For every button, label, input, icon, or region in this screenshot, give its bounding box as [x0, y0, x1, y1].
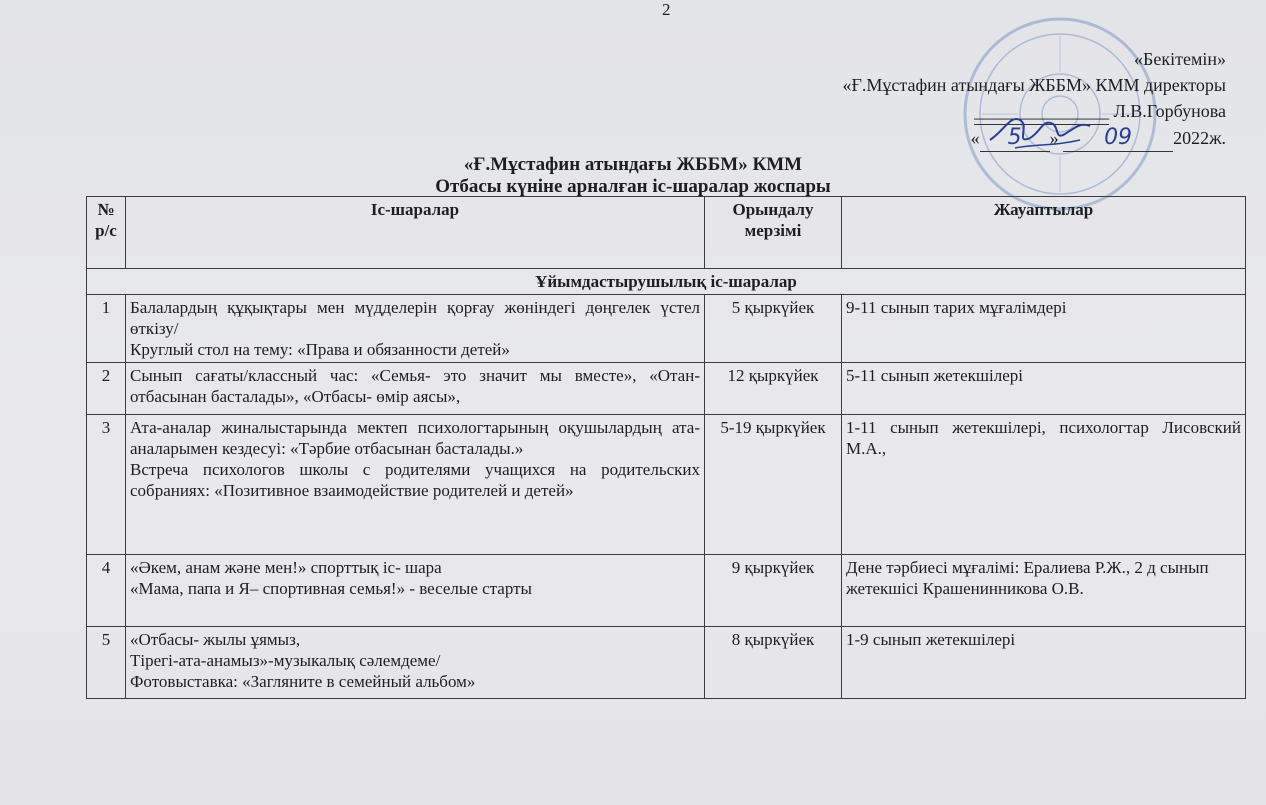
row-number: 1: [87, 295, 126, 363]
row-date: 8 қыркүйек: [705, 627, 842, 699]
table-row: [87, 363, 1246, 415]
row-responsible: 9-11 сынып тарих мұғалімдері: [842, 295, 1246, 363]
header-date: Орындалу мерзімі: [705, 197, 842, 269]
row-responsible: 5-11 сынып жетекшілері: [842, 363, 1246, 415]
date-quote-open: «: [970, 128, 980, 148]
section-title: Ұйымдастырушылық іс-шаралар: [87, 269, 1246, 295]
row-number: 2: [87, 363, 126, 415]
document-subtitle: Отбасы күніне арналған іс-шаралар жоспары: [435, 176, 831, 197]
approval-heading: «Бекітемін»: [1134, 49, 1226, 69]
row-number: 4: [87, 555, 126, 627]
row-date: 9 қыркүйек: [705, 555, 842, 627]
date-month: 09: [1063, 125, 1173, 152]
row-responsible: Дене тәрбиесі мұғалімі: Ералиева Р.Ж., 2 д сынып жетекшісі Крашенинникова О.В.: [842, 555, 1246, 627]
date-year: 2022ж.: [1173, 128, 1226, 148]
table-header-row: [87, 197, 1246, 269]
section-row: [87, 269, 1246, 295]
row-date: 12 қыркүйек: [705, 363, 842, 415]
table-row: [87, 415, 1246, 555]
row-responsible: 1-9 сынып жетекшілері: [842, 627, 1246, 699]
approval-position: «Ғ.Мұстафин атындағы ЖББМ» КММ директоры: [842, 75, 1226, 95]
row-activity: «Отбасы- жылы ұямыз, Тірегі-ата-анамыз»-музыкалық сәлемдеме/ Фотовыставка: «Загляните в семейный альбом»: [126, 627, 705, 699]
row-responsible: 1-11 сынып жетекшілері, психологтар Лисовский М.А.,: [842, 415, 1246, 555]
signature-icon: [985, 100, 1095, 155]
plan-table: [86, 196, 1246, 699]
date-quote-close: »: [1049, 128, 1059, 148]
row-activity: «Әкем, анам және мен!» спорттық іс- шара «Мама, папа и Я– спортивная семья!» - веселые старты: [126, 555, 705, 627]
row-date: 5-19 қыркүйек: [705, 415, 842, 555]
table-row: [87, 295, 1246, 363]
date-day: 5: [980, 125, 1050, 152]
header-no: № р/с: [87, 197, 126, 269]
document-title: «Ғ.Мұстафин атындағы ЖББМ» КММ: [463, 154, 803, 175]
row-activity: Ата-аналар жиналыстарында мектеп психологтарының оқушылардың ата-аналарымен кездесуі: «Тәрбие отбасынан басталады.» Встреча психологов школы с родителями учащихся на родительских собраниях: «Позитивное взаимодействие родителей и детей»: [126, 415, 705, 555]
row-activity: Балалардың құқықтары мен мүдделерін қорғау жөніндегі дөңгелек үстел өткізу/ Круглый стол на тему: «Права и обязанности детей»: [126, 295, 705, 363]
page-number: 2: [662, 0, 671, 19]
row-date: 5 қыркүйек: [705, 295, 842, 363]
row-number: 3: [87, 415, 126, 555]
row-activity: Сынып сағаты/классный час: «Семья- это значит мы вместе», «Отан- отбасынан басталады», «Отбасы- өмір аясы»,: [126, 363, 705, 415]
signature-blank: _______________: [974, 98, 1109, 125]
table-row: [87, 627, 1246, 699]
row-number: 5: [87, 627, 126, 699]
header-responsible: Жауаптылар: [842, 197, 1246, 269]
header-activity: Іс-шаралар: [126, 197, 705, 269]
director-name: Л.В.Горбунова: [1113, 101, 1226, 121]
table-row: [87, 555, 1246, 627]
